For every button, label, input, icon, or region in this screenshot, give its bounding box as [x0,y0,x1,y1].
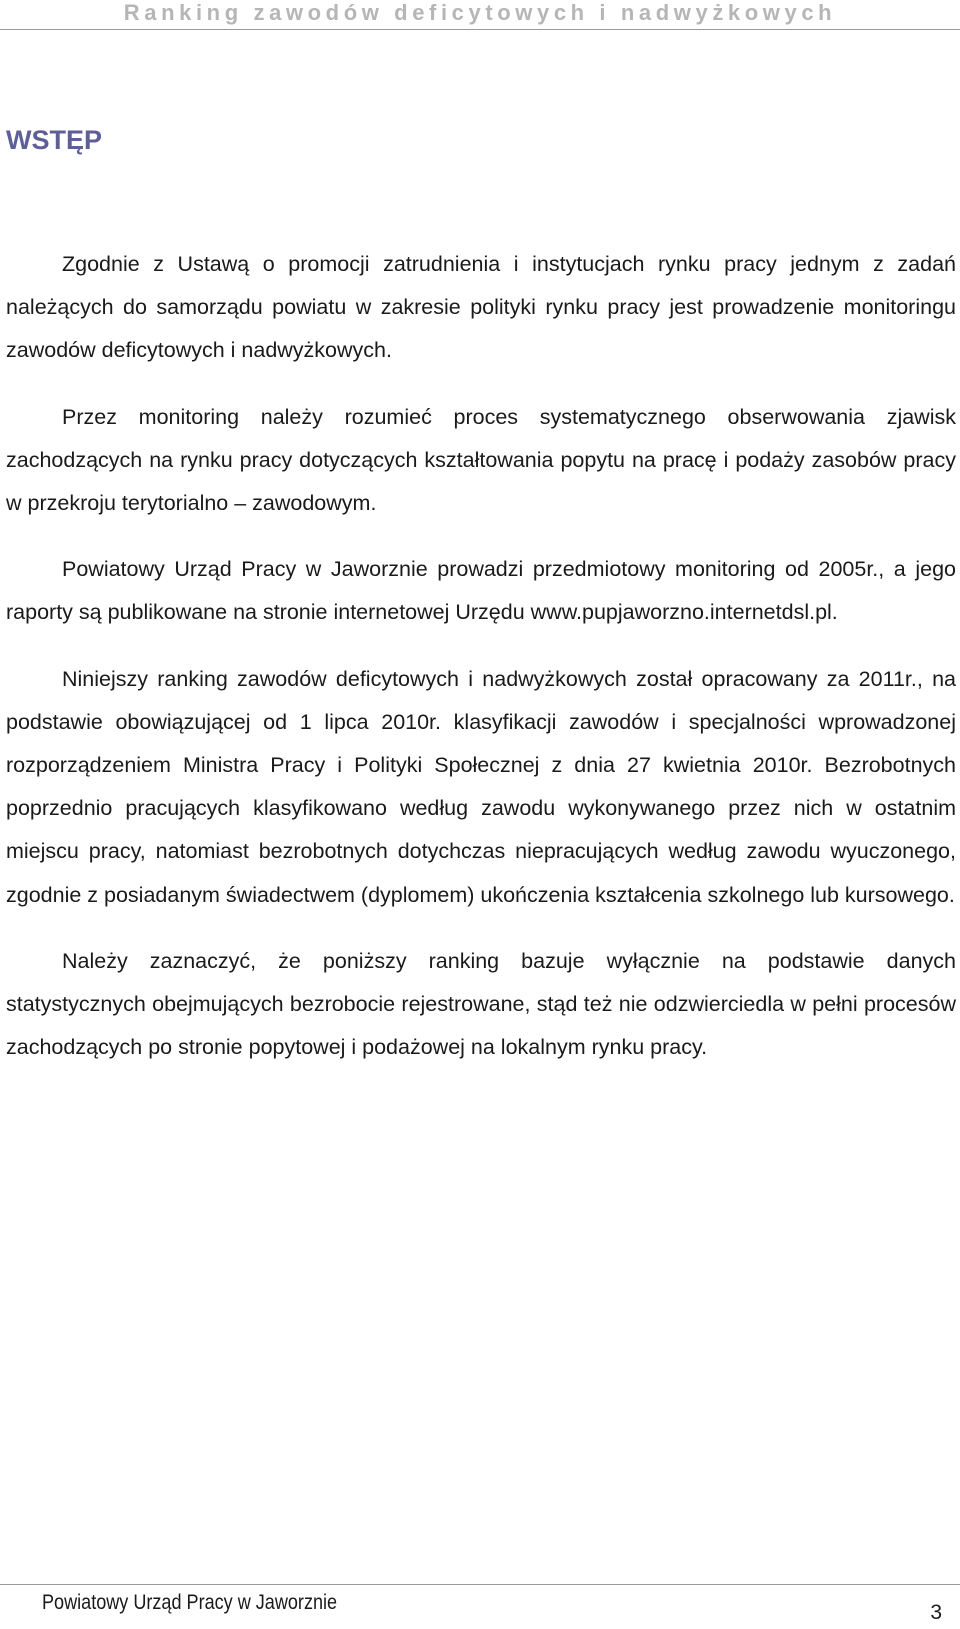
running-header [0,0,960,30]
paragraph-legal-basis: Zgodnie z Ustawą o promocji zatrudnienia i instytucjach rynku pracy jednym z zadań należących do samorządu powiatu w zakresie polityki rynku pracy jest prowadzenie monitoringu zawodów deficytowych i nadwyżkowych. [6,252,956,363]
paragraph-ranking-methodology: Niniejszy ranking zawodów deficytowych i nadwyżkowych został opracowany za 2011r., na podstawie obowiązującej od 1 lipca 2010r. klasyfikacji zawodów i specjalności wprowadzonej rozporządzeniem Ministra Pracy i Polityki Społecznej z dnia 27 kwietnia 2010r. Bezrobotnych poprzednio pracujących klasyfikowano według zawodu wykonywanego przez nich w ostatnim miejscu pracy, natomiast bezrobotnych dotychczas niepracujących według zawodu wyuczonego, zgodnie z posiadanym świadectwem (dyplomem) ukończenia kształcenia szkolnego lub kursowego. [6,666,956,907]
footer-office-name: Powiatowy Urząd Pracy w Jaworznie [42,1591,338,1614]
section-heading: WSTĘP [6,125,103,155]
body-text [6,243,956,1069]
page-number: 3 [930,1601,942,1624]
running-footer [0,1584,960,1629]
document-title: Ranking zawodów deficytowych i nadwyżkowych [123,0,837,25]
paragraph-data-limitations: Należy zaznaczyć, że poniższy ranking bazuje wyłącznie na podstawie danych statystycznych obejmujących bezrobocie rejestrowane, stąd też nie odzwierciedla w pełni procesów zachodzących po stronie popytowej i podażowej na lokalnym rynku pracy. [6,948,956,1060]
paragraph-monitoring-definition: Przez monitoring należy rozumieć proces systematycznego obserwowania zjawisk zachodzących na rynku pracy dotyczących kształtowania popytu na pracę i podaży zasobów pracy w przekroju terytorialno – zawodowym. [6,404,956,516]
paragraph-office-monitoring: Powiatowy Urząd Pracy w Jaworznie prowadzi przedmiotowy monitoring od 2005r., a jego raporty są publikowane na stronie internetowej Urzędu www.pupjaworzno.internetdsl.pl. [6,557,956,625]
